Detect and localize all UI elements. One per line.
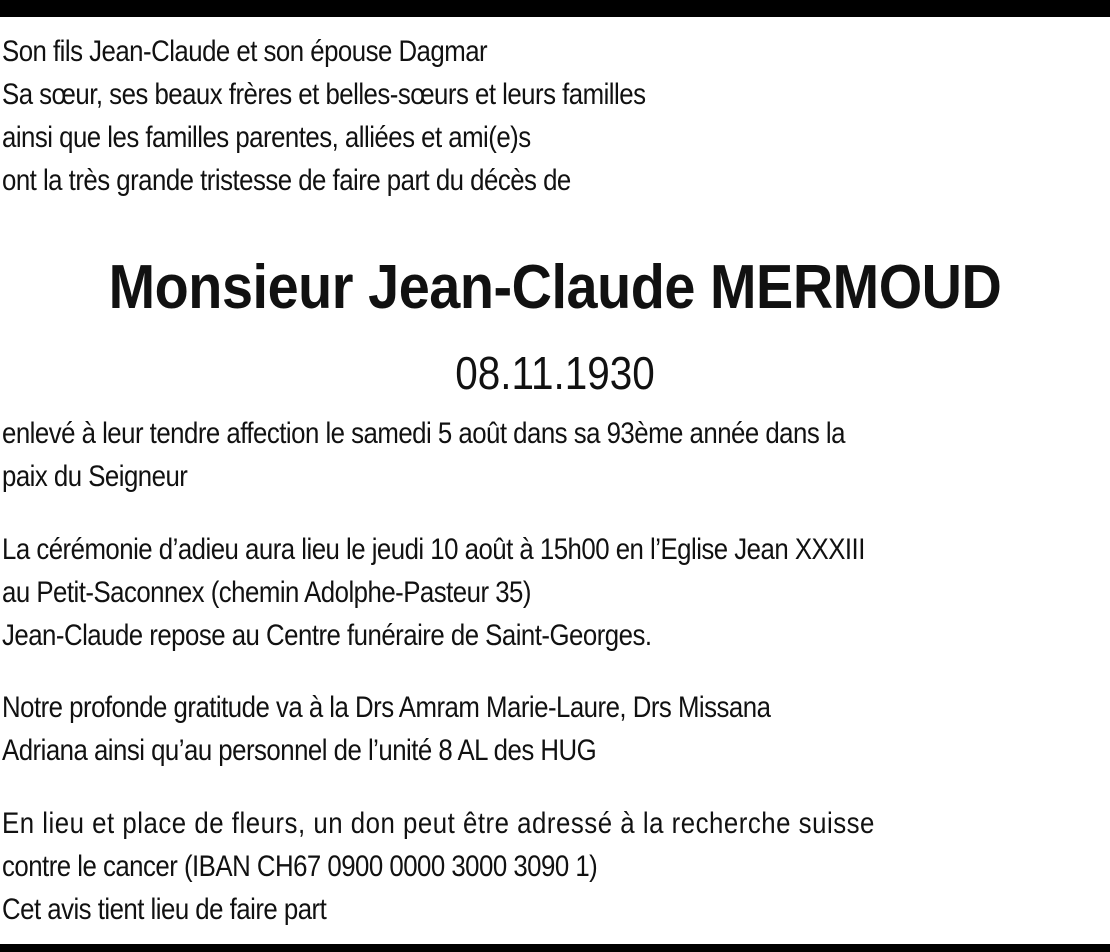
bottom-border-rule xyxy=(0,944,1110,952)
top-border-rule xyxy=(0,0,1110,17)
passing-block xyxy=(2,412,1108,498)
intro-line: ont la très grande tristesse de faire part du décès de xyxy=(2,164,571,197)
donation-block xyxy=(2,802,1108,931)
donation-line: En lieu et place de fleurs, un don peut être adressé à la recherche suisse xyxy=(2,807,875,840)
passing-line: paix du Seigneur xyxy=(2,460,188,493)
passing-line: enlevé à leur tendre affection le samedi 5 août dans sa 93ème année dans la xyxy=(2,417,845,450)
intro-block xyxy=(2,30,1108,202)
gratitude-line: Adriana ainsi qu’au personnel de l’unité 8 AL des HUG xyxy=(2,734,597,767)
gratitude-block xyxy=(2,686,1108,772)
donation-line: Cet avis tient lieu de faire part xyxy=(2,893,327,926)
birth-date: 08.11.1930 xyxy=(455,347,655,399)
intro-line: ainsi que les familles parentes, alliées et ami(e)s xyxy=(2,121,531,154)
donation-line: contre le cancer (IBAN CH67 0900 0000 3000 3090 1) xyxy=(2,850,598,883)
intro-line: Son fils Jean-Claude et son épouse Dagmar xyxy=(2,35,488,68)
deceased-name: Monsieur Jean-Claude MERMOUD xyxy=(108,253,1002,322)
intro-line: Sa sœur, ses beaux frères et belles-sœurs et leurs familles xyxy=(2,78,646,111)
ceremony-line: La cérémonie d’adieu aura lieu le jeudi 10 août à 15h00 en l’Eglise Jean XXXIII xyxy=(2,533,865,566)
ceremony-block xyxy=(2,528,1108,657)
gratitude-line: Notre profonde gratitude va à la Drs Amram Marie-Laure, Drs Missana xyxy=(2,691,771,724)
ceremony-line: Jean-Claude repose au Centre funéraire de Saint-Georges. xyxy=(2,619,652,652)
ceremony-line: au Petit-Saconnex (chemin Adolphe-Pasteur 35) xyxy=(2,576,531,609)
